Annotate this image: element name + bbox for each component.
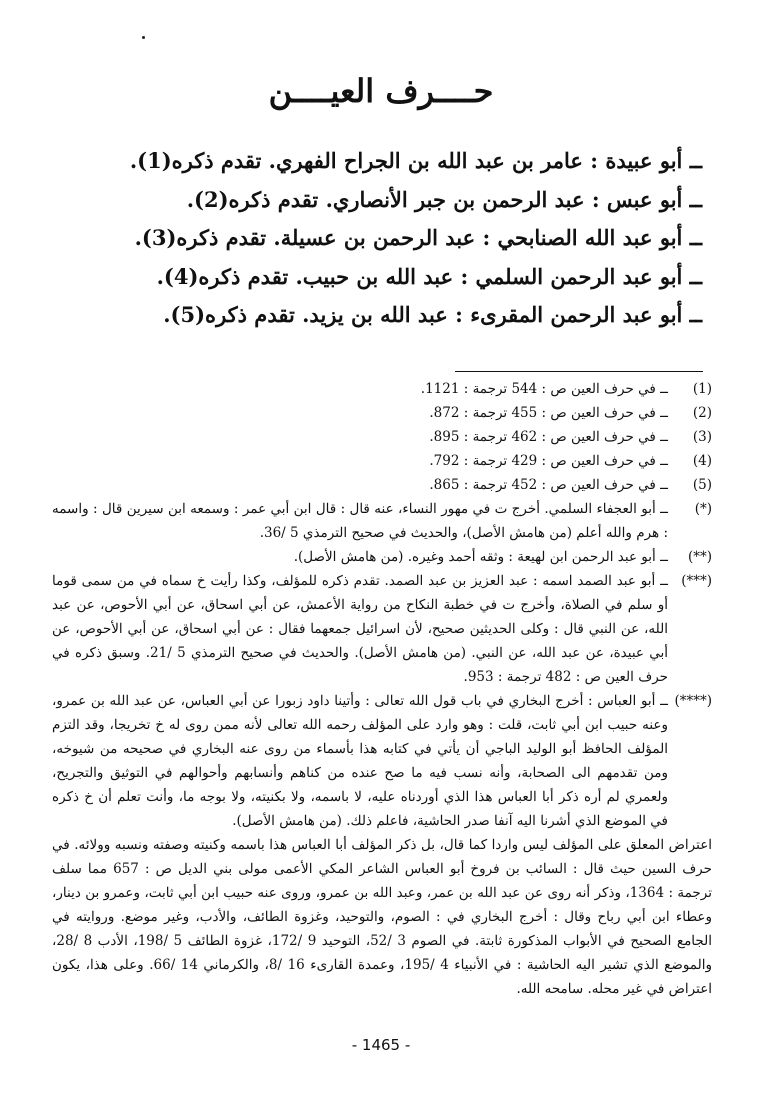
footnote-continuation: اعتراض المعلق على المؤلف ليس واردا كما قال، بل ذكر المؤلف أبا العباس هذا باسمه وكنيته وصفته ونسبه وولائه. في حرف السين حيث قال : السائب بن فروخ أبو العباس الشاعر المكي الأعمى مولى بني الديل ص : 657 مما سلف ترجمة : 1364، وذكر أنه روى عن عبد الله بن عمر، وعبد الله بن عمرو، وروى عنه حبيب ابن أبي ثابت، وعمرو بن دينار، وعطاء ابن أبي رباح وقال : أخرج البخاري في : الصوم، والتوحيد، وغزوة الطائف، والأدب، وغير موضع. وروايته في الجامع الصحيح في الأبواب المذكورة ثابتة. في الصوم 3 /52، التوحيد 9 /172، غزوة الطائف 5 /198، الأدب 8 /28، والموضع الذي تشير اليه الحاشية : في الأنبياء 4 /195، وعمدة القارىء 16 /8، والكرماني 14 /66. وعلى هذا، يكون اعتراض في غير محله. سامحه الله. xyxy=(52,837,712,997)
footnote-number: (***) xyxy=(681,573,712,589)
entry: ــ أبو عبس : عبد الرحمن بن جبر الأنصاري. تقدم ذكره(2). xyxy=(186,186,702,212)
footnote-number: (4) xyxy=(692,453,712,469)
footnote xyxy=(52,689,712,833)
footnote-text: ــ أبو عبد الرحمن ابن لهيعة : وثقه أحمد وغيره. (من هامش الأصل). xyxy=(293,549,668,565)
footnote-number: (****) xyxy=(674,693,712,709)
footnote xyxy=(52,377,712,401)
entry: ــ أبو عبد الله الصنابحي : عبد الرحمن بن عسيلة. تقدم ذكره(3). xyxy=(134,225,702,250)
footnote-number: (1) xyxy=(692,381,712,397)
entry: ــ أبو عبد الرحمن السلمي : عبد الله بن حبيب. تقدم ذكره(4). xyxy=(156,263,702,289)
footnote xyxy=(52,473,712,497)
footnote xyxy=(52,497,712,545)
footnote-text: ــ في حرف العين ص : 452 ترجمة : 865. xyxy=(429,477,668,493)
footnote-text: ــ أبو العباس : أخرج البخاري في باب قول الله تعالى : وأتينا داود زبورا عن أبي العباس، عن عبد الله بن عمرو، وعنه حبيب ابن أبي ثابت، قلت : وهو وارد على المؤلف رحمه الله تعالى لأنه ممن روى له خ تخريجا، وقد التزم المؤلف الحافظ أبو الوليد الباجي أن يأتي في كتابه هذا بأسماء من روى عنه البخاري في صحيحه من شيوخه، ومن تقدمهم الى الصحابة، وأنه نسب فيه ما صح عنده من كناهم وأنسابهم وأحوالهم في التوثيق والتجريح، ولعمري لم أره ذكر أبا العباس هذا الذي أوردناه عليه، لا باسمه، ولا بكنيته، ولا بوجه ما، وأنت تعلم أن خ ذكره في الموضع الذي أشرنا اليه آنفا صدر الحاشية، فاعلم ذلك. (من هامش الأصل). xyxy=(52,693,668,829)
ink-dot xyxy=(142,36,145,39)
entries-list xyxy=(129,142,702,335)
footnote xyxy=(52,545,712,569)
footnote xyxy=(52,425,712,449)
footnote-text: ــ في حرف العين ص : 429 ترجمة : 792. xyxy=(429,453,668,469)
entry: ــ أبو عبد الرحمن المقرىء : عبد الله بن يزيد. تقدم ذكره(5). xyxy=(163,302,702,327)
section-heading: حــــرف العيــــن xyxy=(268,72,494,110)
footnote xyxy=(52,401,712,425)
footnote-text: ــ في حرف العين ص : 544 ترجمة : 1121. xyxy=(420,381,668,397)
footnote-number: (**) xyxy=(687,549,712,565)
footnote-text: ــ أبو العجفاء السلمي. أخرج ت في مهور النساء، عنه قال : قال ابن أبي عمر : وسمعه ابن سيرين قال : واسمه : هرم والله أعلم (من هامش الأصل)، والحديث في صحيح الترمذي 5 /36. xyxy=(52,501,668,541)
footnote-text: ــ في حرف العين ص : 455 ترجمة : 872. xyxy=(429,405,668,421)
footnote-text: ــ في حرف العين ص : 462 ترجمة : 895. xyxy=(429,429,668,445)
footnote-number: (2) xyxy=(692,405,712,421)
footnote-separator xyxy=(455,371,703,372)
footnote-text: ــ أبو عبد الصمد اسمه : عبد العزيز بن عبد الصمد. تقدم ذكره للمؤلف، وكذا رأيت خ سماه في من سمى قوما أو سلم في الصلاة، وأخرج ت في خطبة النكاح من رواية الأعمش، عن أبي اسحاق، عن أبي الأحوص، عن عبد الله، عن النبي قال : وكلى الحديثين صحيح، لأن اسرائيل جمعهما فقال : عن أبي اسحاق، عن أبي الأحوص، عن أبي عبيدة، عن عبد الله، عن النبي. (من هامش الأصل). والحديث في صحيح الترمذي 5 /21. وسبق ذكره في حرف العين ص : 482 ترجمة : 953. xyxy=(52,573,669,685)
footnote-number: (3) xyxy=(692,429,712,445)
page-number: - 1465 - xyxy=(351,1036,411,1054)
footnotes xyxy=(52,377,712,1001)
footnote xyxy=(52,569,712,689)
footnote-number: (*) xyxy=(694,501,712,517)
entry: ــ أبو عبيدة : عامر بن عبد الله بن الجراح الفهري. تقدم ذكره(1). xyxy=(129,148,702,173)
footnote-number: (5) xyxy=(692,477,712,493)
footnote xyxy=(52,449,712,473)
